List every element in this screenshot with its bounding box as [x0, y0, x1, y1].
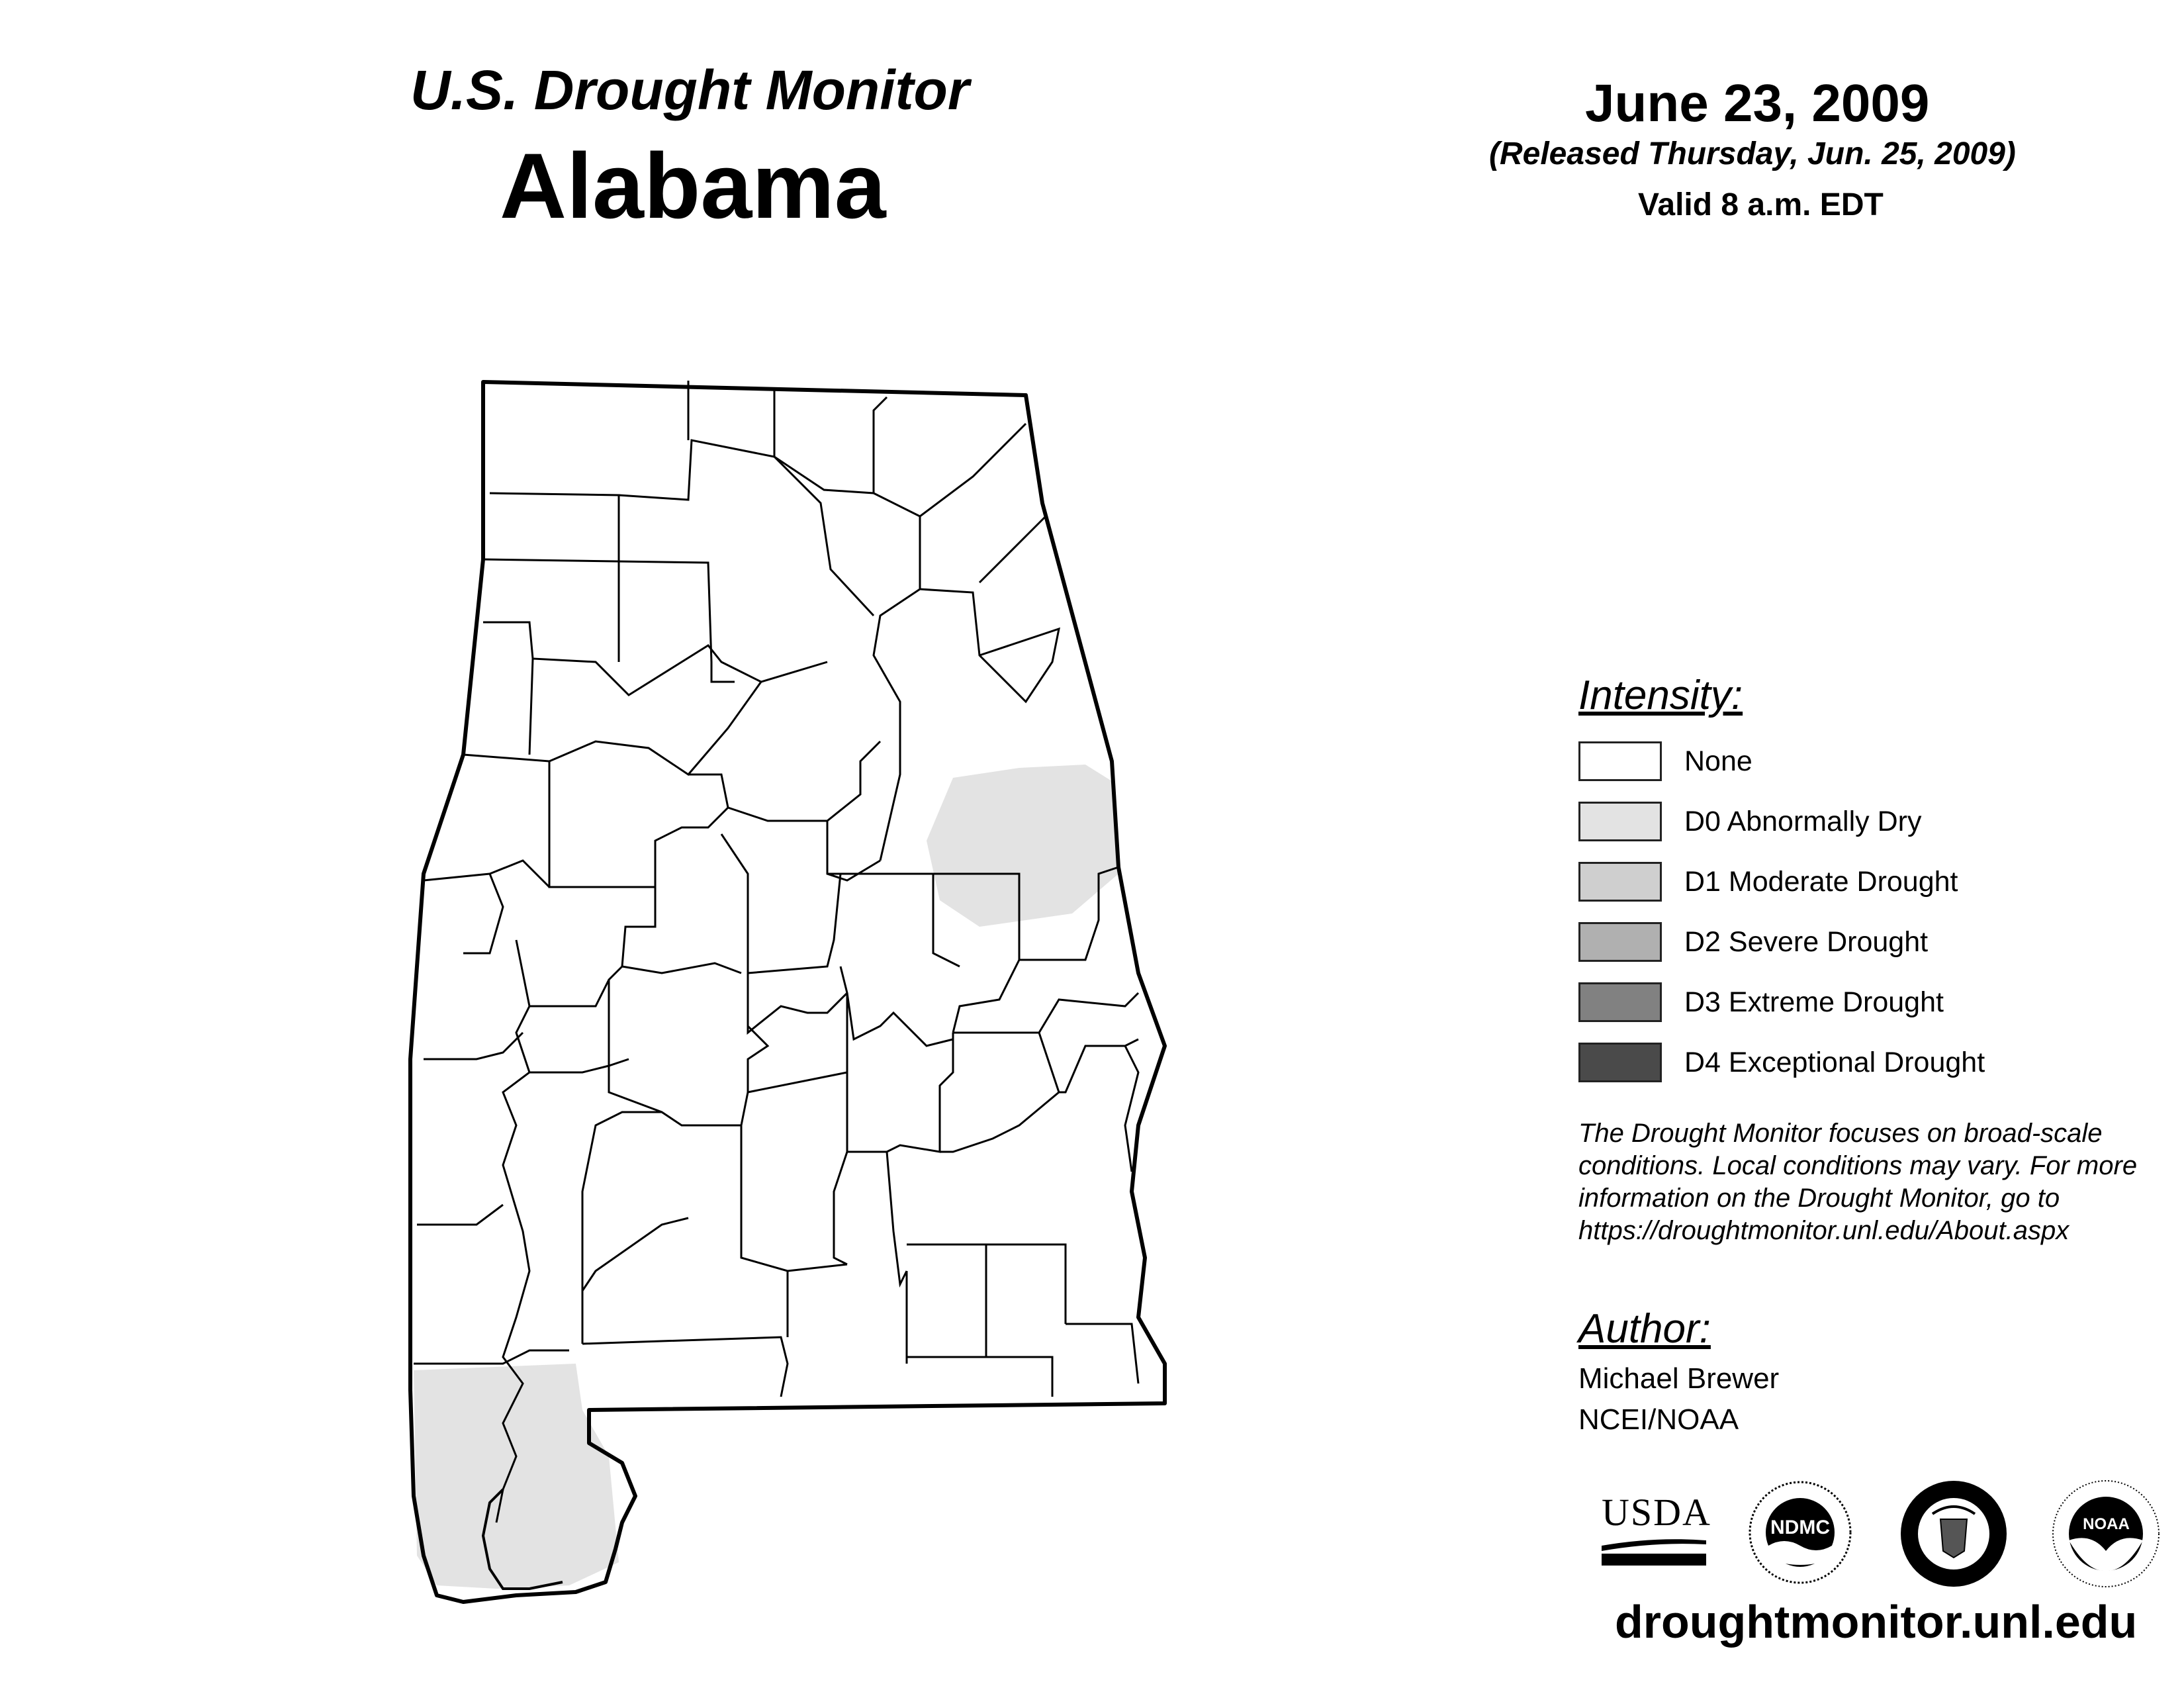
- legend-swatch: [1578, 922, 1662, 962]
- ndmc-logo: [1747, 1479, 1853, 1585]
- noaa-logo: [2052, 1479, 2161, 1589]
- legend-item-d4: [1578, 1043, 2108, 1085]
- legend-label: D4 Exceptional Drought: [1684, 1047, 1985, 1078]
- legend-label: None: [1684, 745, 1752, 777]
- website-link[interactable]: droughtmonitor.unl.edu: [1615, 1596, 2138, 1648]
- product-title: U.S. Drought Monitor: [410, 59, 970, 121]
- legend-swatch: [1578, 802, 1662, 841]
- usda-logo-text: USDA: [1602, 1491, 1711, 1534]
- drought-area-d0-east: [927, 765, 1118, 927]
- disclaimer-note: The Drought Monitor focuses on broad-scale conditions. Local conditions may vary. For more information on the Drought Monitor, go to https://droughtmonitor.unl.edu/About.aspx: [1578, 1119, 2138, 1245]
- legend-swatch: [1578, 862, 1662, 902]
- release-date: (Released Thursday, Jun. 25, 2009): [1489, 136, 2016, 171]
- legend-swatch: [1578, 1043, 1662, 1082]
- legend-swatch: [1578, 982, 1662, 1022]
- department-of-commerce-seal-icon: [1899, 1479, 2009, 1589]
- usda-swoosh-icon: [1602, 1534, 1707, 1567]
- legend-label: D1 Moderate Drought: [1684, 866, 1958, 898]
- valid-time: Valid 8 a.m. EDT: [1638, 187, 1884, 222]
- state-title: Alabama: [500, 134, 886, 238]
- author-name: Michael Brewer: [1578, 1362, 1780, 1395]
- legend-item-d0: [1578, 802, 2108, 844]
- commerce-seal: [1899, 1479, 2009, 1589]
- county-lines: [414, 381, 1138, 1523]
- usda-logo: [1602, 1491, 1711, 1569]
- legend-label: D0 Abnormally Dry: [1684, 806, 1922, 837]
- author-heading: Author:: [1578, 1306, 1711, 1352]
- legend-item-d3: [1578, 982, 2108, 1025]
- ndmc-logo-text: NDMC: [1770, 1517, 1830, 1538]
- legend-swatch: [1578, 741, 1662, 781]
- legend-item-none: [1578, 741, 2108, 784]
- legend-item-d2: [1578, 922, 2108, 964]
- legend-label: D3 Extreme Drought: [1684, 986, 1944, 1018]
- noaa-seal-icon: [2052, 1479, 2161, 1589]
- legend-item-d1: [1578, 862, 2108, 904]
- legend-heading: Intensity:: [1578, 673, 1743, 718]
- legend-label: D2 Severe Drought: [1684, 926, 1929, 958]
- noaa-logo-text: NOAA: [2083, 1515, 2130, 1533]
- map-date: June 23, 2009: [1585, 73, 1930, 132]
- author-org: NCEI/NOAA: [1578, 1403, 1739, 1436]
